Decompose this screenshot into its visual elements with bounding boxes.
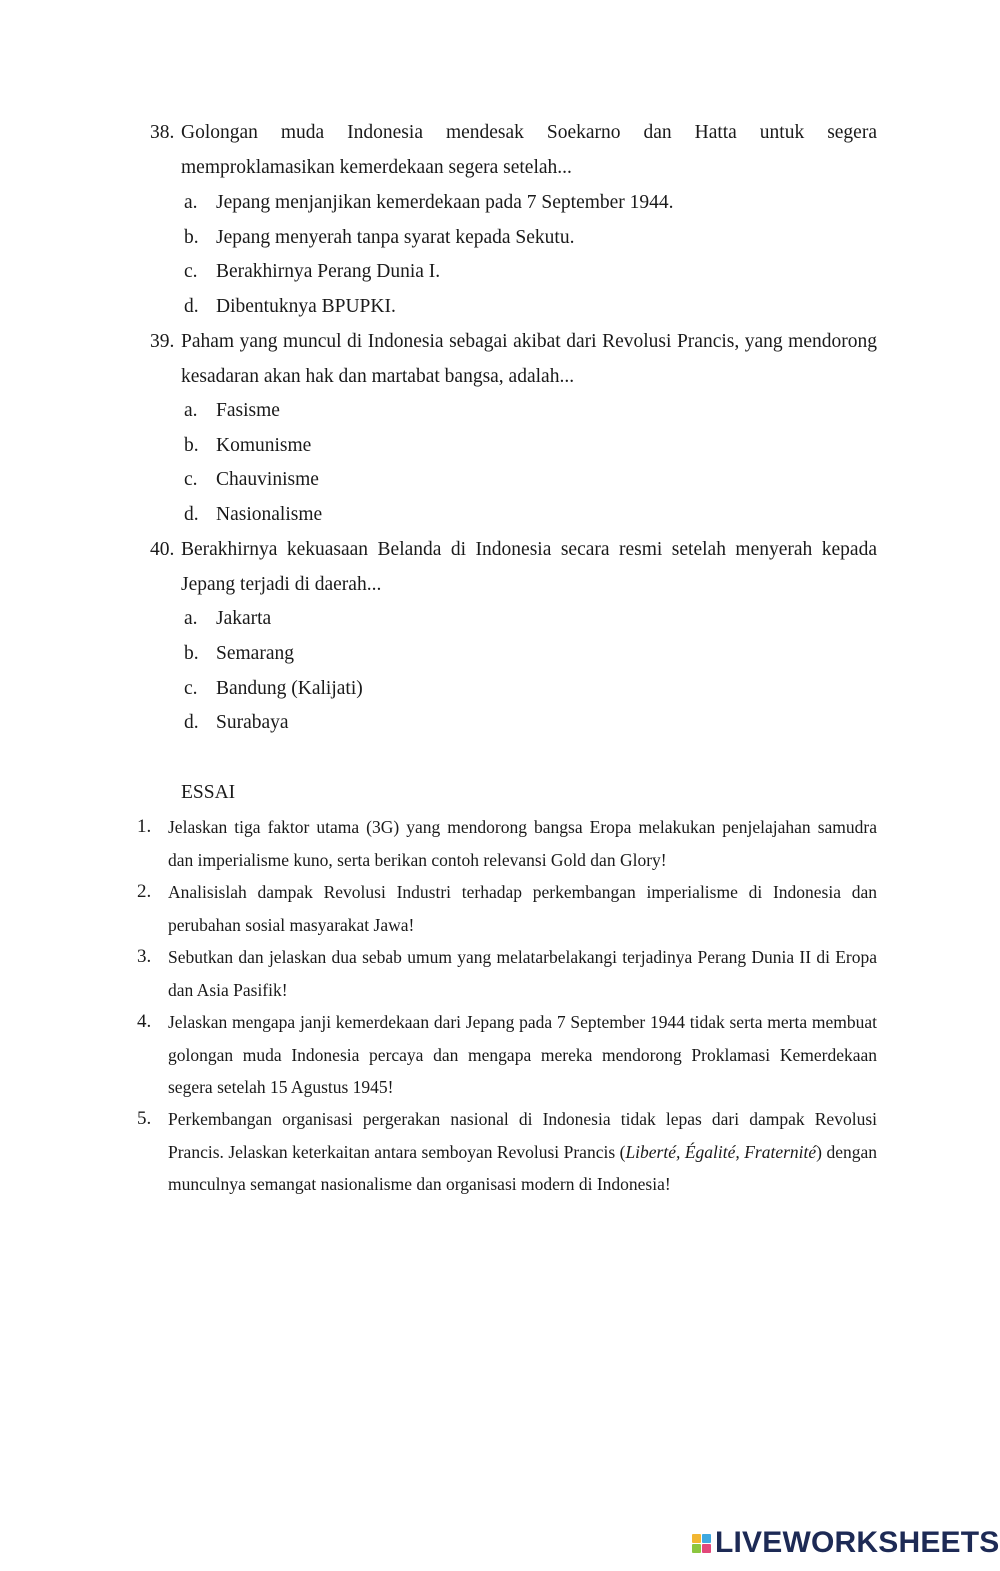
option-letter: c. — [184, 261, 198, 282]
option-letter: d. — [184, 504, 199, 525]
liveworksheets-watermark — [692, 1525, 1000, 1561]
essai-heading: ESSAI — [181, 782, 236, 803]
option-text: Jakarta — [216, 608, 272, 629]
option-40-a — [184, 601, 271, 636]
essay-text: Jelaskan tiga faktor utama (3G) yang mendorong bangsa Eropa melakukan penjelajahan samudra dan imperialisme kuno, serta berikan contoh relevansi Gold dan Glory! — [168, 817, 877, 870]
question-38 — [150, 115, 877, 185]
essay-text: Jelaskan mengapa janji kemerdekaan dari Jepang pada 7 September 1944 tidak serta merta membuat golongan muda Indonesia percaya dan mengapa mereka mendorong Proklamasi Kemerdekaan segera setelah 15 Agustus 1945! — [168, 1012, 877, 1097]
watermark-text: LIVEWORKSHEETS — [715, 1526, 1000, 1559]
option-text: Berakhirnya Perang Dunia I. — [216, 261, 441, 282]
essay-text: Analisislah dampak Revolusi Industri terhadap perkembangan imperialisme di Indonesia dan perubahan sosial masyarakat Jawa! — [168, 882, 877, 935]
question-40 — [150, 532, 877, 602]
essay-number: 3. — [137, 946, 152, 967]
essay-item-4 — [137, 1006, 877, 1104]
logo-square — [692, 1544, 701, 1553]
question-stem: Berakhirnya kekuasaan Belanda di Indonesia secara resmi setelah menyerah kepada Jepang terjadi di daerah... — [181, 539, 877, 595]
option-text: Nasionalisme — [216, 504, 323, 525]
option-letter: d. — [184, 296, 199, 317]
option-letter: a. — [184, 608, 198, 629]
option-letter: b. — [184, 643, 199, 664]
essay-number: 2. — [137, 881, 152, 902]
option-39-c — [184, 462, 319, 497]
essay-number: 5. — [137, 1108, 152, 1129]
option-38-a — [184, 185, 674, 220]
option-letter: c. — [184, 469, 198, 490]
option-letter: d. — [184, 712, 199, 733]
logo-square — [702, 1544, 711, 1553]
option-39-b — [184, 428, 311, 463]
option-text: Bandung (Kalijati) — [216, 678, 363, 699]
option-39-d — [184, 497, 322, 532]
option-text: Semarang — [216, 643, 294, 664]
essay-text-end: ) dengan munculnya semangat nasionalisme dan organisasi modern di Indonesia! — [168, 1141, 877, 1194]
option-text: Dibentuknya BPUPKI. — [216, 296, 396, 317]
french-motto: Liberté, Égalité, Fraternité — [625, 1141, 817, 1162]
option-text: Jepang menyerah tanpa syarat kepada Sekutu. — [216, 227, 575, 248]
essay-item-2 — [137, 876, 877, 941]
option-letter: b. — [184, 227, 199, 248]
question-number: 39. — [150, 331, 175, 352]
option-letter: a. — [184, 192, 198, 213]
option-letter: c. — [184, 678, 198, 699]
option-38-d — [184, 289, 396, 324]
essay-text: Sebutkan dan jelaskan dua sebab umum yang melatarbelakangi terjadinya Perang Dunia II di Eropa dan Asia Pasifik! — [168, 947, 877, 1000]
question-number: 38. — [150, 122, 175, 143]
option-text: Chauvinisme — [216, 469, 319, 490]
option-40-b — [184, 636, 294, 671]
essay-text — [168, 1103, 877, 1201]
essay-number: 1. — [137, 816, 152, 837]
essay-text-start: Perkembangan organisasi pergerakan nasional di Indonesia tidak lepas dari dampak Revolusi Prancis. Jelaskan keterkaitan antara semboyan Revolusi Prancis ( — [168, 1109, 877, 1162]
logo-square — [692, 1534, 701, 1543]
liveworksheets-logo-icon — [692, 1534, 711, 1553]
option-text: Komunisme — [216, 435, 312, 456]
option-38-b — [184, 220, 574, 255]
option-text: Jepang menjanjikan kemerdekaan pada 7 September 1944. — [216, 192, 674, 213]
option-38-c — [184, 254, 440, 289]
essay-item-1 — [137, 811, 877, 876]
option-text: Fasisme — [216, 400, 280, 421]
question-39 — [150, 324, 877, 394]
option-letter: a. — [184, 400, 198, 421]
option-40-c — [184, 671, 363, 706]
option-40-d — [184, 705, 289, 740]
question-number: 40. — [150, 539, 175, 560]
essay-item-3 — [137, 941, 877, 1006]
option-letter: b. — [184, 435, 199, 456]
option-text: Surabaya — [216, 712, 289, 733]
question-stem: Golongan muda Indonesia mendesak Soekarno dan Hatta untuk segera memproklamasikan kemerdekaan segera setelah... — [181, 122, 877, 178]
option-39-a — [184, 393, 280, 428]
question-stem: Paham yang muncul di Indonesia sebagai akibat dari Revolusi Prancis, yang mendorong kesadaran akan hak dan martabat bangsa, adalah... — [181, 331, 877, 387]
logo-square — [702, 1534, 711, 1543]
essay-item-5 — [137, 1103, 877, 1201]
essay-number: 4. — [137, 1011, 152, 1032]
